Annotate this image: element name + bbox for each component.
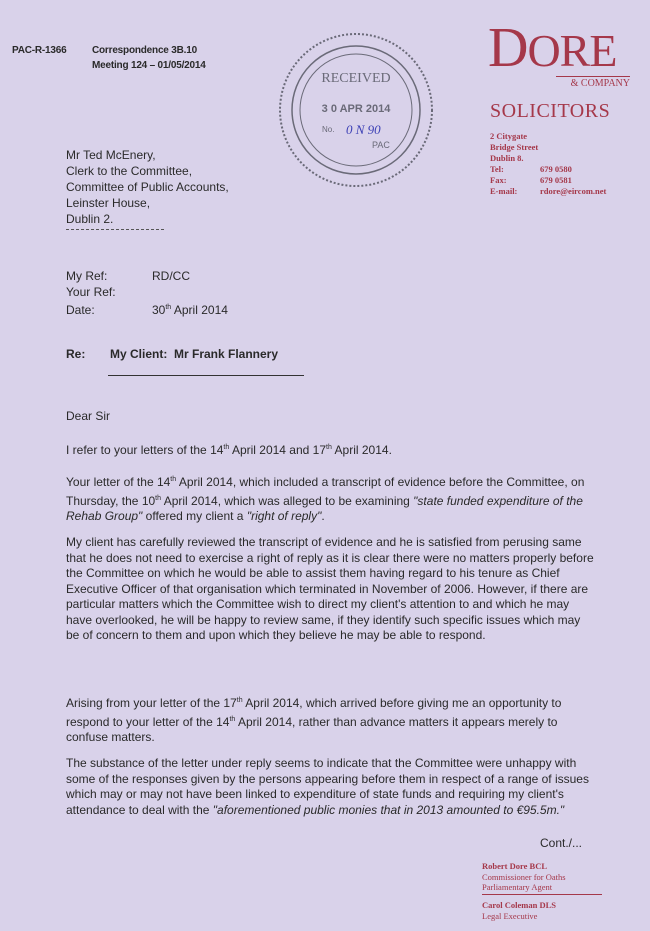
meeting-reference: Meeting 124 – 01/05/2014 — [92, 60, 206, 71]
address-line: Bridge Street — [490, 142, 539, 152]
address-line: Dublin 8. — [490, 153, 524, 163]
subject-underline — [108, 375, 304, 376]
tel-value: 679 0580 — [540, 164, 572, 174]
stamp-date: 3 0 APR 2014 — [321, 103, 391, 115]
my-ref-label: My Ref: — [66, 269, 108, 283]
fax-label: Fax: — [490, 175, 507, 185]
signatory-2 — [482, 900, 556, 921]
firm-type: SOLICITORS — [490, 100, 611, 122]
stamp-received-text: RECEIVED — [321, 71, 391, 86]
subject-text: My Client: Mr Frank Flannery — [110, 347, 279, 361]
date-label: Date: — [66, 303, 95, 317]
signatory-1 — [482, 861, 566, 893]
received-stamp — [276, 30, 436, 190]
email-value: rdore@eircom.net — [540, 186, 607, 196]
paragraph-2: Your letter of the 14th April 2014, which included a transcript of evidence before the Committee, on Thursday, the 10th April 2014, which was alleged to be examining "state funded expenditure of the Rehab Group" offered my client a "right of reply". — [66, 475, 585, 523]
recipient-line: Clerk to the Committee, — [66, 164, 193, 178]
stamp-handwritten: 0 N 90 — [346, 122, 381, 137]
recipient-line: Committee of Public Accounts, — [66, 180, 229, 194]
your-ref-label: Your Ref: — [66, 285, 116, 299]
signatory-title: Commissioner for Oaths — [482, 871, 566, 882]
divider — [66, 229, 164, 230]
firm-address — [490, 131, 606, 197]
subject-line — [66, 347, 278, 361]
date-value: 30th April 2014 — [152, 303, 228, 317]
paragraph-5: The substance of the letter under reply seems to indicate that the Committee were unhappy with some of the responses given by the persons appearing before them in respect of a range of issues which may or may not have been linked to expenditure of state funds and requiring my client's attendance to deal with the "aforementioned public monies that in 2013 amounted to €95.5m." — [66, 756, 589, 817]
firm-logo-sub: & COMPANY — [556, 76, 630, 89]
stamp-number-label: No. — [322, 125, 335, 134]
signatory-title: Legal Executive — [482, 910, 538, 921]
correspondence-reference: Correspondence 3B.10 — [92, 45, 197, 56]
stamp-org: PAC — [372, 140, 390, 150]
signatory-title: Parliamentary Agent — [482, 882, 553, 892]
address-line: 2 Citygate — [490, 131, 528, 141]
signatory-divider — [482, 894, 602, 895]
recipient-address — [66, 147, 229, 227]
document-reference: PAC-R-1366 — [12, 45, 67, 56]
recipient-line: Mr Ted McEnery, — [66, 148, 156, 162]
salutation: Dear Sir — [66, 409, 111, 423]
signatory-name: Carol Coleman DLS — [482, 900, 556, 910]
firm-logo: DORE — [488, 17, 617, 79]
my-ref-value: RD/CC — [152, 269, 190, 283]
paragraph-3: My client has carefully reviewed the transcript of evidence and he is satisfied from perusing same that he does not need to exercise a right of reply as it is clear there were no matters properly before the Committee on which he would be able to assist them having regard to his tenure as Chief Executive Officer of that organisation which terminated in November of 2006. However, if there are particular matters which the Committee wish to direct my client's attention to and which he may have overlooked, he will be happy to review same, if they identify such specific issues which may be of concern to them and upon which they believe he may be able to respond. — [66, 535, 594, 642]
paragraph-4: Arising from your letter of the 17th April 2014, which arrived before giving me an opportunity to respond to your letter of the 14th April 2014, rather than advance matters it appears merely to confuse matters. — [66, 696, 562, 744]
email-label: E-mail: — [490, 186, 518, 196]
reference-block — [66, 268, 228, 318]
subject-label: Re: — [66, 347, 86, 361]
recipient-line: Leinster House, — [66, 196, 151, 210]
continued-marker: Cont./... — [540, 836, 583, 850]
signatory-name: Robert Dore BCL — [482, 861, 547, 871]
tel-label: Tel: — [490, 164, 504, 174]
recipient-line: Dublin 2. — [66, 212, 114, 226]
paragraph-1: I refer to your letters of the 14th April 2014 and 17th April 2014. — [66, 443, 392, 457]
fax-value: 679 0581 — [540, 175, 572, 185]
